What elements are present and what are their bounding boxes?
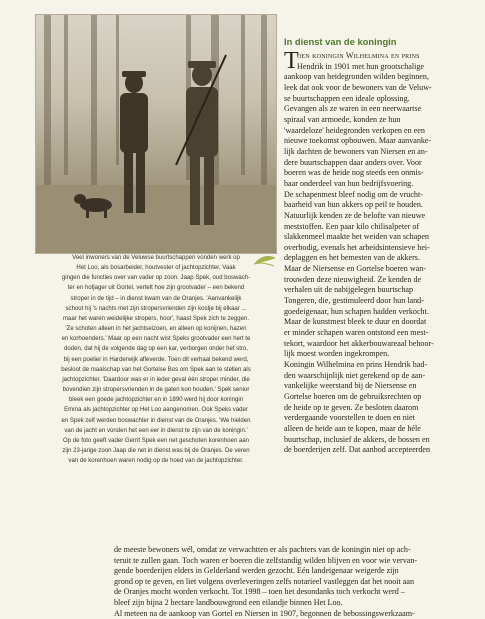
caption-line: gingen die functies over van vader op zoon. Jaap Spek, oud boswach- bbox=[61, 275, 251, 282]
caption-line: Op de foto geeft vader Gerrit Spek een net geschoten korenhoen aan bbox=[63, 437, 249, 444]
text-line: De schapenmest bleef nodig om de vrucht- bbox=[284, 189, 423, 199]
text-line: trouwden deze nieuwigheid. Ze kenden de bbox=[284, 274, 422, 284]
caption-line: en korhoenders.' Maar op een nacht wist Speks grootvader een hert te bbox=[61, 336, 251, 343]
photo-illustration bbox=[36, 15, 276, 253]
caption-line: bij een poelier in Harderwijk afleverde. Toen dit verhaal bekend werd, bbox=[63, 356, 249, 363]
text-line: den waarschijnlijk niet gerekend op de aan- bbox=[284, 370, 426, 380]
caption-line: ter en hofjager uit Gortel, vertelt hoe zijn grootvader – een bekend bbox=[67, 285, 245, 292]
caption-line: maar het waren weidelijke stropers, hoor', haast Spek zich te zeggen. bbox=[62, 315, 250, 322]
text-line: de meeste bewoners wél, omdat ze verwachtten er als pachters van de koningin niet op ach- bbox=[114, 545, 411, 554]
caption-line: zijn 23-jarige zoon Jaap die net in dienst was bij de Oranjes. De veren bbox=[62, 447, 250, 454]
text-line: lijk dachten de bewoners van Niersen en an- bbox=[284, 146, 428, 156]
caption-line: en Spek zelf werden boswachter in dienst van de Oranjes. 'We hielden bbox=[61, 417, 251, 424]
text-line: buurtschap, inclusief de akkers, de bossen en bbox=[284, 434, 430, 444]
text-line: gende boerderijen elders in Gelderland werden gezocht. Eén landeigenaar weigerde zijn bbox=[114, 566, 399, 576]
caption-line: besloot de maalschap van het Gortelse Bos om Spek aan te stellen als bbox=[61, 366, 251, 373]
text-line: Koningin Wilhelmina en prins Hendrik had- bbox=[284, 360, 428, 370]
continuation-text bbox=[114, 545, 476, 619]
text-line: aankoop van heidegronden wilden beginnen, bbox=[284, 72, 429, 82]
caption-line: Het Loo, als bosarbeider, houtvester of jachtopzichter. Vaak bbox=[76, 265, 236, 272]
caption-line: jachtopzichter. 'Daardoor was er in ieder geval één stroper minder, die bbox=[62, 376, 250, 383]
caption-line: stroper in de tijd – in dienst kwam van de Oranjes. 'Aanvankelijk bbox=[70, 295, 242, 302]
text-line: Gevangen als ze waren in een neerwaartse bbox=[284, 104, 422, 114]
text-line: Maar de Niersense en Gortelse boeren wan- bbox=[284, 264, 427, 274]
caption-line: Emma als jachtopzichter op Het Loo aangenomen. Ook Speks vader bbox=[64, 407, 248, 414]
text-line: slakkenmeel maakte het weiden van schapen bbox=[284, 232, 429, 242]
text-line: oen koningin Wilhelmina en prins bbox=[297, 51, 420, 60]
caption-line: 'Ze schoten alleen in het jachtseizoen, en alleen op konijnen, hazen bbox=[65, 326, 247, 333]
photo-caption bbox=[38, 253, 274, 466]
text-line: verhalen uit de nabijgelegen buurtschap bbox=[284, 285, 414, 295]
text-line: de boerderijen zelf. Dat aanbod accepteerden bbox=[284, 445, 431, 455]
text-line: goedeigenaar, hun schapen hadden verkocht. bbox=[284, 306, 429, 316]
text-line: 'waardeloze' heidegronden verkopen en een bbox=[284, 125, 425, 135]
text-line: spiraal van armoede, konden ze hun bbox=[284, 114, 401, 124]
text-line: se buurtschappen een ideale oplossing. bbox=[284, 93, 410, 103]
text-line: alleen de heide aan te kopen, maar de héle bbox=[284, 423, 421, 433]
caption-line: van de jacht en vonden het een eer in dienst te zijn van de koningin.' bbox=[64, 427, 248, 434]
text-line: overbodig, evenals het arbeidsintensieve hei- bbox=[284, 242, 430, 252]
main-text-column bbox=[284, 48, 474, 456]
text-line: boeren was de heide nog steeds een onmis- bbox=[284, 168, 424, 178]
leaf-ornament-icon bbox=[252, 252, 278, 268]
text-line: leek dat ook voor de bewoners van de Veluw- bbox=[284, 82, 432, 92]
section-heading: In dienst van de koningin bbox=[284, 36, 397, 47]
text-line: deplaggen en het bemesten van de akkers. bbox=[284, 253, 420, 263]
text-line: meststoffen. Een paar kilo chilisalpeter of bbox=[284, 221, 420, 231]
text-line: Natuurlijk kenden ze de belofte van nieuwe bbox=[284, 210, 426, 220]
text-line: lijk moest worden ingekrompen. bbox=[284, 349, 390, 359]
text-line: dere buurtschappen daar anders over. Voor bbox=[284, 157, 422, 167]
text-line: Tongeren, die, gestimuleerd door hun land- bbox=[284, 296, 424, 306]
text-line: tekort, waardoor het akkerbouwareaal behoor- bbox=[284, 338, 434, 348]
historical-photo bbox=[35, 14, 277, 254]
text-line: bleef zijn bijna 2 hectare landbouwgrond een eilandje binnen Het Loo. bbox=[114, 597, 343, 607]
text-line: er minder schapen waren ontstond een mest- bbox=[284, 328, 429, 338]
caption-line: Veel inwoners van de Veluwse buurtschappen vonden werk op bbox=[72, 255, 240, 261]
caption-line: bovendien zijn stropersvrienden in de gaten kon houden.' Spek senior bbox=[62, 387, 250, 394]
text-line: baarheid van hun akkers op peil te houden. bbox=[284, 200, 423, 210]
text-line: Al meteen na de aankoop van Gortel en Niersen in 1907, begonnen de bebossingswerkzaam- bbox=[114, 608, 415, 618]
caption-line: van de korenhoen waren nodig op de hoed van de jachtopzichter. bbox=[68, 458, 244, 465]
text-line: nieuwe toekomst opbouwen. Maar aanvanke- bbox=[284, 136, 432, 146]
text-line: Maar de kunstmest bleek te duur en doordat bbox=[284, 317, 427, 327]
text-line: Gortelse boeren om de gebruiksrechten op bbox=[284, 392, 422, 401]
text-line: grond op te geven, en liet volgens overleveringen zelfs notarieel vastleggen dat het nooit aan bbox=[114, 576, 415, 586]
text-line: de Oranjes mocht worden verkocht. Tot 1998 – toen het desondanks toch verkocht werd – bbox=[114, 587, 405, 597]
text-line: teruit te zullen gaan. Toch waren er boeren die zelfstandig wilden blijven en voor wie vervan- bbox=[114, 555, 418, 565]
caption-line: doden, dat hij de volgende dag op een kar, verborgen onder het stro, bbox=[64, 346, 248, 353]
text-line: verdergaande voorstellen te doen en niet bbox=[284, 413, 415, 423]
drop-cap: T bbox=[284, 48, 299, 74]
text-line: vankelijke weerstand bij de Niersense en bbox=[284, 381, 417, 391]
caption-line: schoot hij 's nachts met zijn stropersvrienden zijn kostje bij elkaar ... bbox=[65, 305, 247, 312]
text-line: baar onderdeel van hun bedrijfsvoering. bbox=[284, 178, 414, 188]
text-line: de heide op te geven. Ze besloten daarom bbox=[284, 402, 419, 412]
caption-line: bleek een goede jachtopzichter en in 1890 werd hij door koningin bbox=[68, 397, 244, 404]
text-line: Hendrik in 1901 met hun grootschalige bbox=[297, 61, 425, 71]
